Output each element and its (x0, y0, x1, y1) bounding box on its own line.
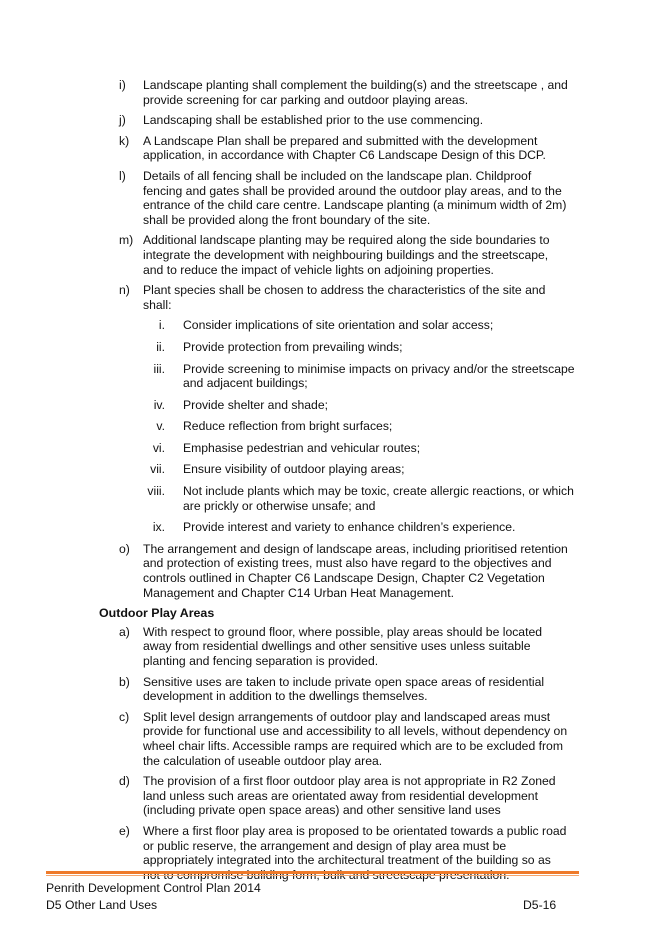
sublist-label: v. (156, 419, 165, 434)
sublist-label: vi. (152, 440, 165, 455)
sublist-label: viii. (147, 484, 165, 499)
item-text: The provision of a first floor outdoor play area is not appropriate in R2 Zoned land unless such areas are orientated away from residential development (including private open space areas) and other sensitive land uses (143, 774, 556, 818)
list-item (0, 169, 569, 227)
item-text: Details of all fencing shall be included on the landscape plan. Childproof fencing and gates shall be provided around the outdoor play areas, and to the entrance of the child care centre. Landscape planting (a minimum width of 2m) shall be provided along the front boundary of the site. (143, 168, 567, 227)
list-item (0, 625, 569, 669)
sublist-text: Emphasise pedestrian and vehicular routes; (183, 440, 421, 455)
list-item (0, 774, 569, 818)
item-label: a) (119, 624, 130, 639)
list-item (0, 283, 569, 312)
plant-species-sublist (0, 318, 656, 535)
sublist-item (0, 362, 575, 391)
list-item (0, 233, 569, 277)
item-label: d) (119, 774, 130, 789)
list-item (0, 675, 569, 704)
sublist-text: Provide interest and variety to enhance children’s experience. (183, 520, 516, 535)
section-heading: Outdoor Play Areas (99, 606, 215, 621)
item-label: n) (119, 283, 130, 298)
item-label: i) (119, 78, 126, 92)
list-item (0, 78, 569, 107)
sublist-item (0, 484, 575, 513)
sublist-label: vii. (150, 462, 165, 477)
landscaping-list (0, 78, 656, 312)
list-item (0, 134, 569, 163)
sublist-label: i. (158, 318, 165, 333)
item-label: o) (119, 541, 130, 556)
item-label: c) (119, 709, 130, 724)
sublist-text: Provide screening to minimise impacts on privacy and/or the streetscape and adjacent buildings; (183, 361, 575, 391)
page-number: D5-16 (523, 898, 557, 912)
list-item (0, 113, 569, 128)
sublist-text: Provide shelter and shade; (183, 397, 328, 412)
landscaping-list-continued (0, 542, 656, 600)
sublist-item (0, 520, 575, 535)
sublist-label: iv. (153, 397, 165, 412)
footer-rule (46, 871, 579, 874)
outdoor-play-list (0, 625, 656, 883)
item-label: e) (119, 823, 130, 838)
item-label: k) (119, 133, 130, 148)
sublist-item (0, 398, 575, 413)
sublist-text: Not include plants which may be toxic, create allergic reactions, or which are prickly or otherwise unsafe; and (183, 484, 574, 513)
sublist-text: Provide protection from prevailing winds; (183, 339, 403, 354)
item-text: With respect to ground floor, where possible, play areas should be located away from residential dwellings and other sensitive uses unless suitable planting and fencing separation is provided. (143, 624, 543, 668)
footer-section: D5 Other Land Uses (46, 898, 158, 912)
sublist-item (0, 419, 575, 434)
list-item (0, 710, 569, 768)
sublist-label: ii. (156, 339, 165, 354)
item-text: The arrangement and design of landscape areas, including prioritised retention and protection of existing trees, must also have regard to the objectives and controls outlined in Chapter C6 Landscape Design, Chapter C2 Vegetation Management and Chapter C14 Urban Heat Management. (143, 541, 568, 600)
page-content (0, 78, 656, 888)
item-label: j) (119, 113, 126, 128)
sublist-item (0, 462, 575, 477)
sublist-label: ix. (152, 520, 165, 535)
sublist-label: iii. (153, 361, 165, 376)
item-label: l) (119, 168, 126, 183)
item-text: Where a first floor play area is proposed to be orientated towards a public road or public reserve, the arrangement and design of play area must be appropriately integrated into the architectural treatment of the building so as (143, 823, 567, 868)
footer-rule-shadow (46, 875, 579, 876)
item-label: m) (119, 233, 134, 248)
footer-title: Penrith Development Control Plan 2014 (46, 881, 261, 895)
sublist-item (0, 340, 575, 355)
sublist-text: Consider implications of site orientation and solar access; (183, 318, 494, 333)
item-text: Plant species shall be chosen to address the characteristics of the site and shall: (143, 283, 546, 312)
sublist-text: Ensure visibility of outdoor playing areas; (183, 462, 405, 477)
item-text: Sensitive uses are taken to include private open space areas of residential development in addition to the dwellings themselves. (143, 674, 545, 704)
item-text: Landscaping shall be established prior to the use commencing. (143, 113, 484, 128)
item-text: Landscape planting shall complement the building(s) and the streetscape , and provide screening for car parking and outdoor playing areas. (143, 78, 568, 107)
sublist-text: Reduce reflection from bright surfaces; (183, 419, 393, 434)
item-text: Additional landscape planting may be required along the side boundaries to integrate the development with neighbouring buildings and the streetscape, and to reduce the impact of vehicle lights on adjoining properties. (143, 233, 550, 277)
item-text: A Landscape Plan shall be prepared and submitted with the development application, in accordance with Chapter C6 Landscape Design of this DCP. (143, 133, 546, 163)
sublist-item (0, 441, 575, 456)
item-text: Split level design arrangements of outdoor play and landscaped areas must provide for functional use and accessibility to all levels, without dependency on wheel chair lifts. Accessible ramps are required which are to be excluded from the calculation of useable outdoor play area. (143, 709, 568, 768)
sublist-item (0, 318, 575, 333)
list-item (0, 542, 569, 600)
item-label: b) (119, 674, 130, 689)
